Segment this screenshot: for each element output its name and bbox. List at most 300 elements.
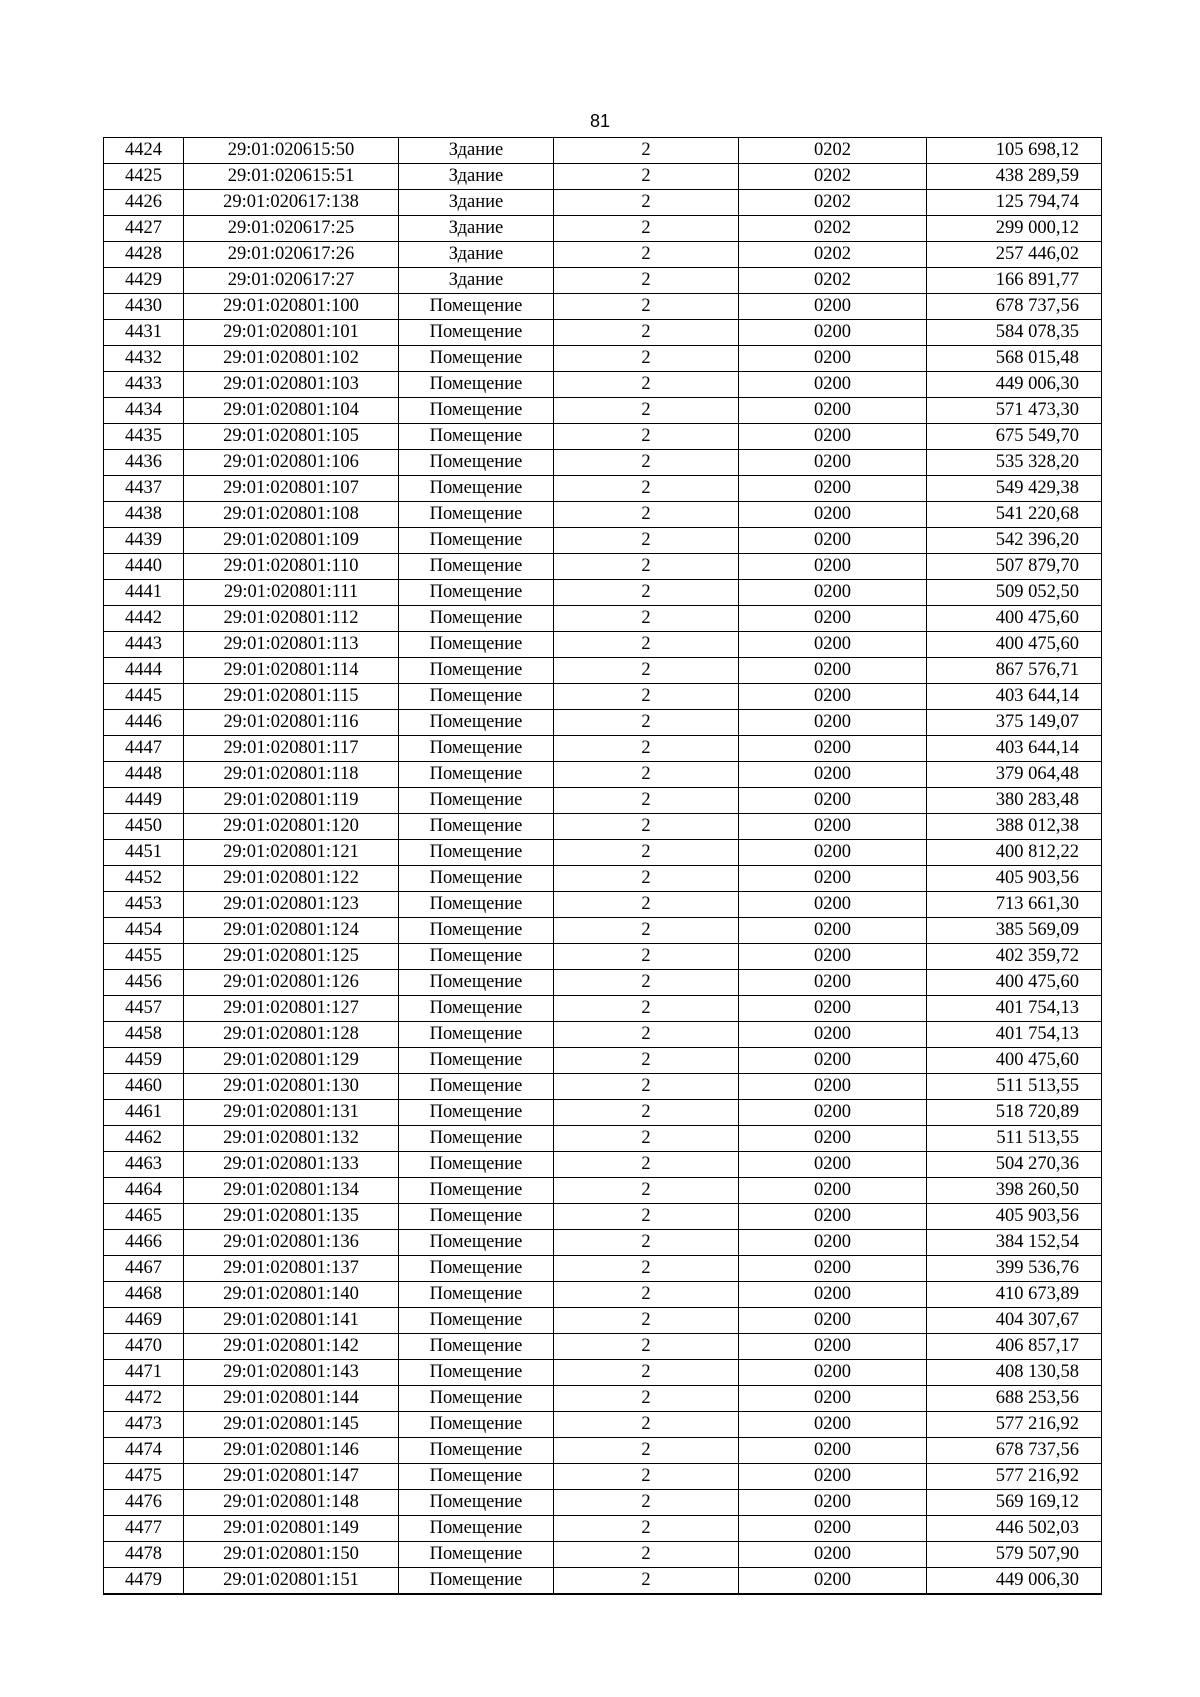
code-cell: 0200	[739, 1074, 927, 1100]
table-row	[104, 424, 1102, 450]
table-row	[104, 736, 1102, 762]
cadastral-value-cell: 401 754,13	[927, 1022, 1102, 1048]
object-type-cell: Помещение	[399, 320, 554, 346]
object-type-cell: Помещение	[399, 502, 554, 528]
row-number-cell: 4457	[104, 996, 184, 1022]
category-cell: 2	[554, 1516, 739, 1542]
object-type-cell: Помещение	[399, 1360, 554, 1386]
cadastral-number-cell: 29:01:020801:128	[184, 1022, 399, 1048]
object-type-cell: Помещение	[399, 1412, 554, 1438]
object-type-cell: Помещение	[399, 866, 554, 892]
table-row	[104, 1438, 1102, 1464]
cadastral-number-cell: 29:01:020801:143	[184, 1360, 399, 1386]
category-cell: 2	[554, 1204, 739, 1230]
cadastral-value-cell: 299 000,12	[927, 216, 1102, 242]
row-number-cell: 4458	[104, 1022, 184, 1048]
cadastral-value-cell: 571 473,30	[927, 398, 1102, 424]
category-cell: 2	[554, 996, 739, 1022]
table-row	[104, 996, 1102, 1022]
cadastral-number-cell: 29:01:020801:121	[184, 840, 399, 866]
cadastral-number-cell: 29:01:020801:113	[184, 632, 399, 658]
row-number-cell: 4429	[104, 268, 184, 294]
category-cell: 2	[554, 1256, 739, 1282]
cadastral-value-cell: 509 052,50	[927, 580, 1102, 606]
table-row	[104, 268, 1102, 294]
category-cell: 2	[554, 1074, 739, 1100]
cadastral-number-cell: 29:01:020801:129	[184, 1048, 399, 1074]
code-cell: 0200	[739, 1152, 927, 1178]
cadastral-value-cell: 400 475,60	[927, 1048, 1102, 1074]
code-cell: 0200	[739, 788, 927, 814]
object-type-cell: Помещение	[399, 424, 554, 450]
row-number-cell: 4424	[104, 138, 184, 164]
category-cell: 2	[554, 1334, 739, 1360]
category-cell: 2	[554, 814, 739, 840]
table-body	[104, 138, 1102, 1595]
object-type-cell: Помещение	[399, 1204, 554, 1230]
row-number-cell: 4446	[104, 710, 184, 736]
object-type-cell: Помещение	[399, 918, 554, 944]
category-cell: 2	[554, 268, 739, 294]
row-number-cell: 4433	[104, 372, 184, 398]
object-type-cell: Здание	[399, 190, 554, 216]
code-cell: 0200	[739, 1230, 927, 1256]
row-number-cell: 4448	[104, 762, 184, 788]
table-row	[104, 294, 1102, 320]
category-cell: 2	[554, 476, 739, 502]
cadastral-number-cell: 29:01:020801:114	[184, 658, 399, 684]
category-cell: 2	[554, 788, 739, 814]
table-row	[104, 372, 1102, 398]
object-type-cell: Помещение	[399, 1438, 554, 1464]
cadastral-value-cell: 406 857,17	[927, 1334, 1102, 1360]
cadastral-number-cell: 29:01:020801:101	[184, 320, 399, 346]
object-type-cell: Помещение	[399, 372, 554, 398]
cadastral-number-cell: 29:01:020801:124	[184, 918, 399, 944]
table-row	[104, 788, 1102, 814]
cadastral-number-cell: 29:01:020801:125	[184, 944, 399, 970]
cadastral-number-cell: 29:01:020801:119	[184, 788, 399, 814]
cadastral-number-cell: 29:01:020801:117	[184, 736, 399, 762]
table-row	[104, 1308, 1102, 1334]
row-number-cell: 4455	[104, 944, 184, 970]
cadastral-number-cell: 29:01:020801:136	[184, 1230, 399, 1256]
object-type-cell: Помещение	[399, 1542, 554, 1568]
code-cell: 0200	[739, 1282, 927, 1308]
table-row	[104, 1490, 1102, 1516]
object-type-cell: Помещение	[399, 398, 554, 424]
category-cell: 2	[554, 840, 739, 866]
cadastral-value-cell: 579 507,90	[927, 1542, 1102, 1568]
object-type-cell: Помещение	[399, 1490, 554, 1516]
table-row	[104, 1334, 1102, 1360]
table-row	[104, 1230, 1102, 1256]
row-number-cell: 4465	[104, 1204, 184, 1230]
row-number-cell: 4447	[104, 736, 184, 762]
object-type-cell: Помещение	[399, 1568, 554, 1595]
category-cell: 2	[554, 1230, 739, 1256]
code-cell: 0200	[739, 606, 927, 632]
cadastral-value-cell: 678 737,56	[927, 294, 1102, 320]
cadastral-value-cell: 405 903,56	[927, 1204, 1102, 1230]
row-number-cell: 4445	[104, 684, 184, 710]
category-cell: 2	[554, 1464, 739, 1490]
category-cell: 2	[554, 892, 739, 918]
object-type-cell: Здание	[399, 164, 554, 190]
code-cell: 0200	[739, 918, 927, 944]
object-type-cell: Помещение	[399, 762, 554, 788]
code-cell: 0200	[739, 710, 927, 736]
row-number-cell: 4453	[104, 892, 184, 918]
cadastral-value-cell: 518 720,89	[927, 1100, 1102, 1126]
row-number-cell: 4425	[104, 164, 184, 190]
cadastral-number-cell: 29:01:020801:134	[184, 1178, 399, 1204]
category-cell: 2	[554, 424, 739, 450]
code-cell: 0200	[739, 684, 927, 710]
cadastral-value-cell: 511 513,55	[927, 1074, 1102, 1100]
code-cell: 0200	[739, 1022, 927, 1048]
row-number-cell: 4461	[104, 1100, 184, 1126]
category-cell: 2	[554, 1152, 739, 1178]
category-cell: 2	[554, 684, 739, 710]
cadastral-value-cell: 549 429,38	[927, 476, 1102, 502]
code-cell: 0202	[739, 190, 927, 216]
cadastral-value-cell: 400 475,60	[927, 632, 1102, 658]
category-cell: 2	[554, 164, 739, 190]
row-number-cell: 4441	[104, 580, 184, 606]
cadastral-value-cell: 400 475,60	[927, 970, 1102, 996]
cadastral-value-cell: 688 253,56	[927, 1386, 1102, 1412]
table-row	[104, 398, 1102, 424]
category-cell: 2	[554, 1126, 739, 1152]
row-number-cell: 4470	[104, 1334, 184, 1360]
category-cell: 2	[554, 1022, 739, 1048]
code-cell: 0200	[739, 1256, 927, 1282]
category-cell: 2	[554, 866, 739, 892]
cadastral-number-cell: 29:01:020801:107	[184, 476, 399, 502]
row-number-cell: 4464	[104, 1178, 184, 1204]
category-cell: 2	[554, 606, 739, 632]
cadastral-value-cell: 410 673,89	[927, 1282, 1102, 1308]
cadastral-number-cell: 29:01:020801:106	[184, 450, 399, 476]
object-type-cell: Помещение	[399, 1230, 554, 1256]
row-number-cell: 4432	[104, 346, 184, 372]
cadastral-number-cell: 29:01:020801:142	[184, 1334, 399, 1360]
row-number-cell: 4459	[104, 1048, 184, 1074]
cadastral-number-cell: 29:01:020801:131	[184, 1100, 399, 1126]
cadastral-value-cell: 713 661,30	[927, 892, 1102, 918]
object-type-cell: Помещение	[399, 996, 554, 1022]
table-row	[104, 892, 1102, 918]
code-cell: 0200	[739, 632, 927, 658]
table-row	[104, 1074, 1102, 1100]
code-cell: 0200	[739, 944, 927, 970]
object-type-cell: Здание	[399, 216, 554, 242]
row-number-cell: 4434	[104, 398, 184, 424]
table-row	[104, 1568, 1102, 1595]
table-row	[104, 1360, 1102, 1386]
row-number-cell: 4444	[104, 658, 184, 684]
cadastral-number-cell: 29:01:020801:147	[184, 1464, 399, 1490]
cadastral-value-cell: 401 754,13	[927, 996, 1102, 1022]
category-cell: 2	[554, 346, 739, 372]
code-cell: 0200	[739, 346, 927, 372]
cadastral-number-cell: 29:01:020801:100	[184, 294, 399, 320]
object-type-cell: Помещение	[399, 944, 554, 970]
row-number-cell: 4442	[104, 606, 184, 632]
cadastral-value-cell: 446 502,03	[927, 1516, 1102, 1542]
cadastral-value-cell: 438 289,59	[927, 164, 1102, 190]
cadastral-value-cell: 166 891,77	[927, 268, 1102, 294]
table-row	[104, 1542, 1102, 1568]
code-cell: 0200	[739, 1126, 927, 1152]
object-type-cell: Помещение	[399, 658, 554, 684]
row-number-cell: 4451	[104, 840, 184, 866]
category-cell: 2	[554, 1386, 739, 1412]
cadastral-value-cell: 388 012,38	[927, 814, 1102, 840]
cadastral-number-cell: 29:01:020801:127	[184, 996, 399, 1022]
table-row	[104, 762, 1102, 788]
table-row	[104, 814, 1102, 840]
category-cell: 2	[554, 242, 739, 268]
category-cell: 2	[554, 1412, 739, 1438]
cadastral-number-cell: 29:01:020801:109	[184, 528, 399, 554]
category-cell: 2	[554, 632, 739, 658]
table-row	[104, 502, 1102, 528]
cadastral-number-cell: 29:01:020801:102	[184, 346, 399, 372]
cadastral-number-cell: 29:01:020801:133	[184, 1152, 399, 1178]
code-cell: 0200	[739, 372, 927, 398]
cadastral-number-cell: 29:01:020801:120	[184, 814, 399, 840]
row-number-cell: 4463	[104, 1152, 184, 1178]
category-cell: 2	[554, 1438, 739, 1464]
object-type-cell: Помещение	[399, 840, 554, 866]
cadastral-value-cell: 569 169,12	[927, 1490, 1102, 1516]
row-number-cell: 4469	[104, 1308, 184, 1334]
table-row	[104, 164, 1102, 190]
code-cell: 0200	[739, 450, 927, 476]
row-number-cell: 4479	[104, 1568, 184, 1595]
row-number-cell: 4437	[104, 476, 184, 502]
row-number-cell: 4436	[104, 450, 184, 476]
object-type-cell: Здание	[399, 138, 554, 164]
cadastral-number-cell: 29:01:020801:140	[184, 1282, 399, 1308]
code-cell: 0200	[739, 1334, 927, 1360]
object-type-cell: Помещение	[399, 554, 554, 580]
cadastral-number-cell: 29:01:020617:138	[184, 190, 399, 216]
table-row	[104, 1282, 1102, 1308]
cadastral-number-cell: 29:01:020801:145	[184, 1412, 399, 1438]
code-cell: 0200	[739, 762, 927, 788]
code-cell: 0200	[739, 1464, 927, 1490]
cadastral-number-cell: 29:01:020801:146	[184, 1438, 399, 1464]
table-row	[104, 1126, 1102, 1152]
table-row	[104, 1204, 1102, 1230]
table-row	[104, 190, 1102, 216]
row-number-cell: 4472	[104, 1386, 184, 1412]
cadastral-number-cell: 29:01:020801:111	[184, 580, 399, 606]
row-number-cell: 4427	[104, 216, 184, 242]
cadastral-value-cell: 678 737,56	[927, 1438, 1102, 1464]
object-type-cell: Помещение	[399, 1334, 554, 1360]
object-type-cell: Помещение	[399, 736, 554, 762]
object-type-cell: Помещение	[399, 814, 554, 840]
table-row	[104, 1152, 1102, 1178]
cadastral-value-cell: 568 015,48	[927, 346, 1102, 372]
row-number-cell: 4476	[104, 1490, 184, 1516]
object-type-cell: Помещение	[399, 632, 554, 658]
row-number-cell: 4478	[104, 1542, 184, 1568]
row-number-cell: 4473	[104, 1412, 184, 1438]
object-type-cell: Помещение	[399, 294, 554, 320]
cadastral-number-cell: 29:01:020801:118	[184, 762, 399, 788]
cadastral-value-cell: 541 220,68	[927, 502, 1102, 528]
row-number-cell: 4454	[104, 918, 184, 944]
table-row	[104, 1256, 1102, 1282]
row-number-cell: 4449	[104, 788, 184, 814]
cadastral-number-cell: 29:01:020617:25	[184, 216, 399, 242]
category-cell: 2	[554, 554, 739, 580]
cadastral-value-cell: 584 078,35	[927, 320, 1102, 346]
table-row	[104, 710, 1102, 736]
category-cell: 2	[554, 580, 739, 606]
code-cell: 0200	[739, 320, 927, 346]
code-cell: 0200	[739, 736, 927, 762]
code-cell: 0200	[739, 1100, 927, 1126]
table-row	[104, 242, 1102, 268]
object-type-cell: Помещение	[399, 1074, 554, 1100]
code-cell: 0200	[739, 294, 927, 320]
category-cell: 2	[554, 398, 739, 424]
cadastral-number-cell: 29:01:020617:27	[184, 268, 399, 294]
code-cell: 0200	[739, 398, 927, 424]
category-cell: 2	[554, 1568, 739, 1595]
category-cell: 2	[554, 1542, 739, 1568]
code-cell: 0200	[739, 502, 927, 528]
category-cell: 2	[554, 710, 739, 736]
row-number-cell: 4439	[104, 528, 184, 554]
cadastral-number-cell: 29:01:020801:115	[184, 684, 399, 710]
cadastral-value-cell: 449 006,30	[927, 372, 1102, 398]
cadastral-number-cell: 29:01:020615:51	[184, 164, 399, 190]
table-row	[104, 684, 1102, 710]
category-cell: 2	[554, 528, 739, 554]
object-type-cell: Здание	[399, 242, 554, 268]
code-cell: 0200	[739, 970, 927, 996]
cadastral-number-cell: 29:01:020801:122	[184, 866, 399, 892]
code-cell: 0200	[739, 1048, 927, 1074]
object-type-cell: Помещение	[399, 1048, 554, 1074]
object-type-cell: Помещение	[399, 1022, 554, 1048]
category-cell: 2	[554, 294, 739, 320]
cadastral-value-cell: 399 536,76	[927, 1256, 1102, 1282]
code-cell: 0200	[739, 1178, 927, 1204]
table-row	[104, 944, 1102, 970]
object-type-cell: Помещение	[399, 1126, 554, 1152]
category-cell: 2	[554, 658, 739, 684]
row-number-cell: 4475	[104, 1464, 184, 1490]
table-row	[104, 554, 1102, 580]
code-cell: 0202	[739, 242, 927, 268]
object-type-cell: Помещение	[399, 684, 554, 710]
page-number: 81	[589, 111, 611, 131]
table-row	[104, 658, 1102, 684]
code-cell: 0200	[739, 1568, 927, 1595]
object-type-cell: Помещение	[399, 1308, 554, 1334]
cadastral-value-cell: 675 549,70	[927, 424, 1102, 450]
cadastral-number-cell: 29:01:020801:151	[184, 1568, 399, 1595]
table-row	[104, 1048, 1102, 1074]
cadastral-number-cell: 29:01:020615:50	[184, 138, 399, 164]
row-number-cell: 4466	[104, 1230, 184, 1256]
cadastral-number-cell: 29:01:020801:110	[184, 554, 399, 580]
object-type-cell: Помещение	[399, 1282, 554, 1308]
table-row	[104, 138, 1102, 164]
table-row	[104, 840, 1102, 866]
table-row	[104, 476, 1102, 502]
cadastral-value-cell: 507 879,70	[927, 554, 1102, 580]
category-cell: 2	[554, 1308, 739, 1334]
row-number-cell: 4438	[104, 502, 184, 528]
row-number-cell: 4471	[104, 1360, 184, 1386]
code-cell: 0200	[739, 476, 927, 502]
row-number-cell: 4440	[104, 554, 184, 580]
cadastral-value-cell: 384 152,54	[927, 1230, 1102, 1256]
object-type-cell: Помещение	[399, 1256, 554, 1282]
code-cell: 0200	[739, 1516, 927, 1542]
object-type-cell: Помещение	[399, 1100, 554, 1126]
object-type-cell: Помещение	[399, 476, 554, 502]
cadastral-number-cell: 29:01:020801:126	[184, 970, 399, 996]
object-type-cell: Здание	[399, 268, 554, 294]
table-row	[104, 346, 1102, 372]
row-number-cell: 4467	[104, 1256, 184, 1282]
table-row	[104, 320, 1102, 346]
table-row	[104, 528, 1102, 554]
code-cell: 0200	[739, 554, 927, 580]
category-cell: 2	[554, 1490, 739, 1516]
object-type-cell: Помещение	[399, 970, 554, 996]
object-type-cell: Помещение	[399, 788, 554, 814]
cadastral-number-cell: 29:01:020801:149	[184, 1516, 399, 1542]
code-cell: 0202	[739, 138, 927, 164]
object-type-cell: Помещение	[399, 450, 554, 476]
table-row	[104, 1100, 1102, 1126]
code-cell: 0202	[739, 268, 927, 294]
code-cell: 0202	[739, 216, 927, 242]
cadastral-value-cell: 125 794,74	[927, 190, 1102, 216]
category-cell: 2	[554, 190, 739, 216]
cadastral-value-cell: 867 576,71	[927, 658, 1102, 684]
cadastral-number-cell: 29:01:020801:132	[184, 1126, 399, 1152]
row-number-cell: 4460	[104, 1074, 184, 1100]
table-row	[104, 1516, 1102, 1542]
category-cell: 2	[554, 450, 739, 476]
row-number-cell: 4431	[104, 320, 184, 346]
category-cell: 2	[554, 1100, 739, 1126]
row-number-cell: 4450	[104, 814, 184, 840]
table-row	[104, 606, 1102, 632]
cadastral-number-cell: 29:01:020801:137	[184, 1256, 399, 1282]
row-number-cell: 4477	[104, 1516, 184, 1542]
code-cell: 0200	[739, 866, 927, 892]
code-cell: 0200	[739, 528, 927, 554]
table-row	[104, 450, 1102, 476]
cadastral-value-cell: 542 396,20	[927, 528, 1102, 554]
cadastral-number-cell: 29:01:020801:144	[184, 1386, 399, 1412]
table-row	[104, 1178, 1102, 1204]
cadastral-value-cell: 504 270,36	[927, 1152, 1102, 1178]
